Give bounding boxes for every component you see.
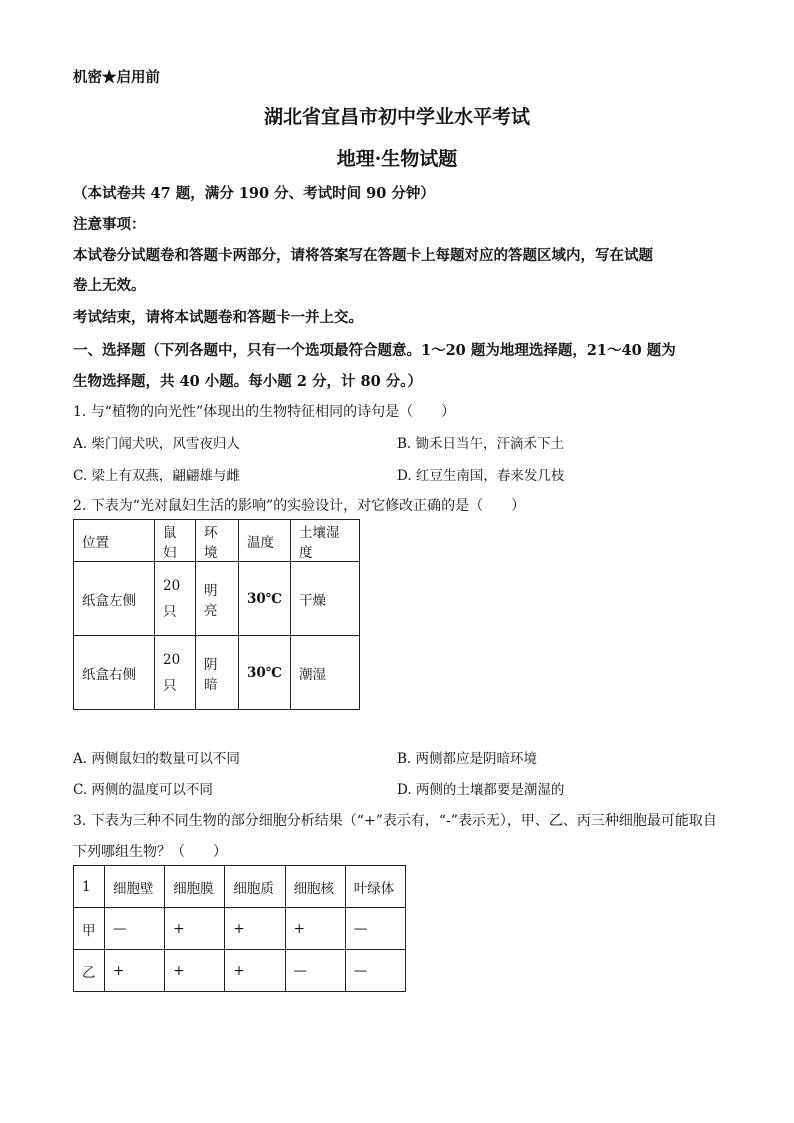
table-header-cell: 鼠妇 <box>155 520 196 562</box>
confidential-label: 机密★启用前 <box>73 69 160 86</box>
table-cell: 阴暗 <box>196 636 239 710</box>
q2-stem: 2. 下表为“光对鼠妇生活的影响”的实验设计，对它修改正确的是（ ） <box>73 498 526 514</box>
q2-option-b: B. 两侧都应是阴暗环境 <box>397 751 538 767</box>
table-row <box>74 636 360 710</box>
table-row <box>74 562 360 636</box>
table-header-row <box>74 866 406 908</box>
q2-option-a: A. 两侧鼠妇的数量可以不同 <box>73 751 240 767</box>
table-cell: 乙 <box>74 950 105 992</box>
table-header-cell: 温度 <box>239 520 291 562</box>
q1-option-c: C. 梁上有双燕，翩翩雄与雌 <box>73 468 240 484</box>
table-cell: 纸盒左侧 <box>74 562 155 636</box>
table-cell: 纸盒右侧 <box>74 636 155 710</box>
table-row <box>74 950 406 992</box>
q1-option-d: D. 红豆生南国，春来发几枝 <box>397 468 565 484</box>
q2-option-c: C. 两侧的温度可以不同 <box>73 782 213 798</box>
table-header-cell: 环境 <box>196 520 239 562</box>
table-cell: + <box>225 950 285 992</box>
exam-subtitle: 地理·生物试题 <box>336 148 458 170</box>
table-cell: + <box>165 950 225 992</box>
table-row <box>74 908 406 950</box>
table-cell: + <box>285 908 345 950</box>
q3-stem-line-2: 下列哪组生物？（ ） <box>73 844 227 860</box>
exam-title: 湖北省宜昌市初中学业水平考试 <box>263 106 530 128</box>
table-header-cell: 1 <box>74 866 105 908</box>
table-cell: 干燥 <box>290 562 359 636</box>
q2-option-d: D. 两侧的土壤都要是潮湿的 <box>397 782 565 798</box>
table-cell: — <box>345 950 405 992</box>
count-unit: 只 <box>163 677 177 694</box>
table-cell: + <box>165 908 225 950</box>
table-cell: 30℃ <box>239 562 291 636</box>
table-cell: — <box>105 908 165 950</box>
section-heading-line-1: 一、选择题（下列各题中，只有一个选项最符合题意。1～20 题为地理选择题，21～40 题为 <box>73 342 676 359</box>
notes-heading: 注意事项： <box>73 216 146 233</box>
q1-option-b: B. 锄禾日当午，汗滴禾下土 <box>397 436 565 452</box>
exam-info: （本试卷共 47 题，满分 190 分、考试时间 90 分钟） <box>73 185 435 202</box>
table-cell <box>155 636 196 710</box>
table-header-cell: 细胞壁 <box>105 866 165 908</box>
q1-option-a: A. 柴门闻犬吠，风雪夜归人 <box>73 436 240 452</box>
table-header-cell: 细胞质 <box>225 866 285 908</box>
table-cell <box>155 562 196 636</box>
table-cell: + <box>105 950 165 992</box>
count-number: 20 <box>163 651 181 668</box>
count-number: 20 <box>163 577 181 594</box>
table-header-cell: 位置 <box>74 520 155 562</box>
section-heading-line-2: 生物选择题，共 40 小题。每小题 2 分，计 80 分。） <box>73 373 422 390</box>
notes-line-1a: 本试卷分试题卷和答题卡两部分，请将答案写在答题卡上每题对应的答题区域内，写在试题 <box>73 247 653 264</box>
table-header-cell: 细胞核 <box>285 866 345 908</box>
q3-table <box>73 865 406 992</box>
table-header-row <box>74 520 360 562</box>
notes-line-1b: 卷上无效。 <box>73 277 146 294</box>
table-cell: 明亮 <box>196 562 239 636</box>
q3-stem-line-1: 3. 下表为三种不同生物的部分细胞分析结果（“+”表示有，“-”表示无），甲、乙、丙三种细胞最可能取自 <box>73 813 717 829</box>
q2-table <box>73 519 360 710</box>
q1-stem: 1. 与“植物的向光性”体现出的生物特征相同的诗句是（ ） <box>73 404 456 420</box>
count-unit: 只 <box>163 603 177 620</box>
table-cell: — <box>345 908 405 950</box>
table-header-cell: 土壤湿度 <box>290 520 359 562</box>
notes-line-2: 考试结束，请将本试题卷和答题卡一并上交。 <box>73 309 363 326</box>
table-cell: — <box>285 950 345 992</box>
table-cell: + <box>225 908 285 950</box>
table-header-cell: 叶绿体 <box>345 866 405 908</box>
table-header-cell: 细胞膜 <box>165 866 225 908</box>
table-cell: 30℃ <box>239 636 291 710</box>
table-cell: 甲 <box>74 908 105 950</box>
table-cell: 潮湿 <box>290 636 359 710</box>
